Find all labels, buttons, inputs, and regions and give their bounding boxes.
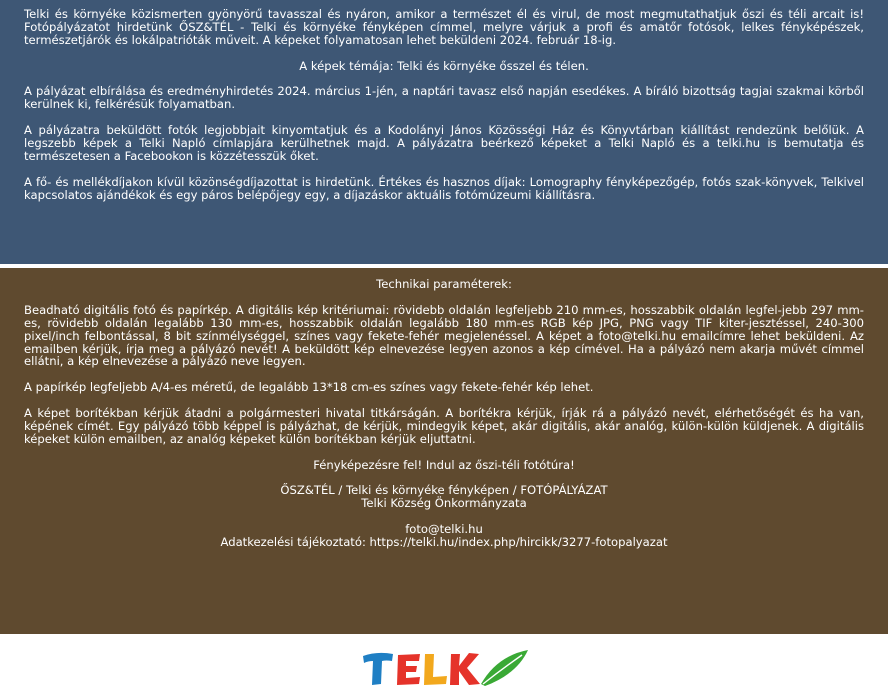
- technical-heading: Technikai paraméterek:: [376, 277, 512, 291]
- footer: [0, 634, 888, 695]
- logo-letter-k: [450, 653, 480, 685]
- contest-title: ŐSZ&TÉL / Telki és környéke fényképen / FOTÓPÁLYÁZAT: [280, 483, 608, 498]
- logo-letter-t: [363, 653, 393, 685]
- theme-line: A képek témája: Telki és környéke ősszel és télen.: [299, 58, 589, 73]
- intro-paragraph-2: A pályázat elbírálása és eredményhirdetés 2024. március 1-jén, a naptári tavasz első napján esedékes. A bíráló bizottság tagjai szakmai körből kerülnek ki, felkérésük folyamatban.: [24, 84, 864, 112]
- technical-paragraph-1: Beadható digitális fotó és papírkép. A digitális kép kritériumai: rövidebb oldalán legfeljebb 210 mm-es, hosszabbik oldalán legfel-jebb 297 mm-es, rövidebb oldalán legalább 130 mm-es, hosszabbik oldalán legalább 180 mm-es RGB kép JPG, PNG vagy TIF kiter-jesztéssel, 240-300 pixel/inch felbontással, 8 bit színmélységgel, színes vagy fekete-fehér megjelenéssel. A képet a foto@telki.hu emailcímre lehet beküldeni. Az emailben kérjük, írja meg a pályázó nevét! A beküldött kép elnevezése legyen azonos a kép címével. Ha a pályázó nem akarja művét címmel ellátni, a kép elnevezése a pályázó neve legyen.: [24, 302, 864, 369]
- intro-panel: [0, 0, 888, 264]
- organizer: Telki Község Önkormányzata: [361, 496, 527, 511]
- slogan: Fényképezésre fel! Indul az őszi-téli fotótúra!: [313, 457, 575, 472]
- telki-logo: [357, 644, 533, 692]
- technical-panel: [0, 268, 888, 634]
- technical-paragraph-2: A papírkép legfeljebb A/4-es méretű, de legalább 13*18 cm-es színes vagy fekete-fehér kép lehet.: [24, 380, 594, 395]
- technical-paragraph-3: A képet borítékban kérjük átadni a polgármesteri hivatal titkárságán. A borítékra kérjük, írják rá a pályázó nevét, elérhetőségét és ha van, képének címét. Egy pályázó több képpel is pályázhat, de kérjük, mindegyik képet, akár digitális, akár analóg, külön-külön küldjenek. A digitális képeket külön emailben, az analóg képeket külön borítékban kérjük eljuttatni.: [24, 406, 864, 446]
- privacy-link[interactable]: Adatkezelési tájékoztató: https://telki.hu/index.php/hircikk/3277-fotopalyazat: [220, 535, 668, 550]
- logo-letter-l: [424, 654, 447, 685]
- logo-letter-e: [397, 654, 420, 685]
- intro-paragraph-4: A fő- és mellékdíjakon kívül közönségdíjazottat is hirdetünk. Értékes és hasznos díjak: Lomography fényképezőgép, fotós szak-könyvek, Telkivel kapcsolatos ajándékok és egy páros belépőjegy egy, a díjazáskor aktuális fotómúzeumi kiállításra.: [24, 174, 864, 202]
- intro-paragraph-1: Telki és környéke közismerten gyönyörű tavasszal és nyáron, amikor a természet él és virul, de most megmutathatjuk őszi és téli arcait is! Fotópályázatot hirdetünk ŐSZ&TÉL - Telki és környéke fényképen címmel, melyre várjuk a profi és amatőr fotósok, lelkes fényképészek, természetjárók és lokálpatrióták műveit. A képeket folyamatosan lehet beküldeni 2024. február 18-ig.: [24, 7, 864, 47]
- intro-paragraph-3: A pályázatra beküldött fotók legjobbjait kinyomtatjuk és a Kodolányi János Közösségi Ház és Könyvtárban kiállítást rendezünk belőlük. A legszebb képek a Telki Napló címlapjára kerülhetnek majd. A pályázatra beérkező képeket a Telki Napló és a telki.hu is bemutatja és természetesen a Facebookon is közzétesszük őket.: [24, 123, 864, 163]
- contact-email: foto@telki.hu: [405, 522, 483, 537]
- leaf-icon: [481, 650, 528, 686]
